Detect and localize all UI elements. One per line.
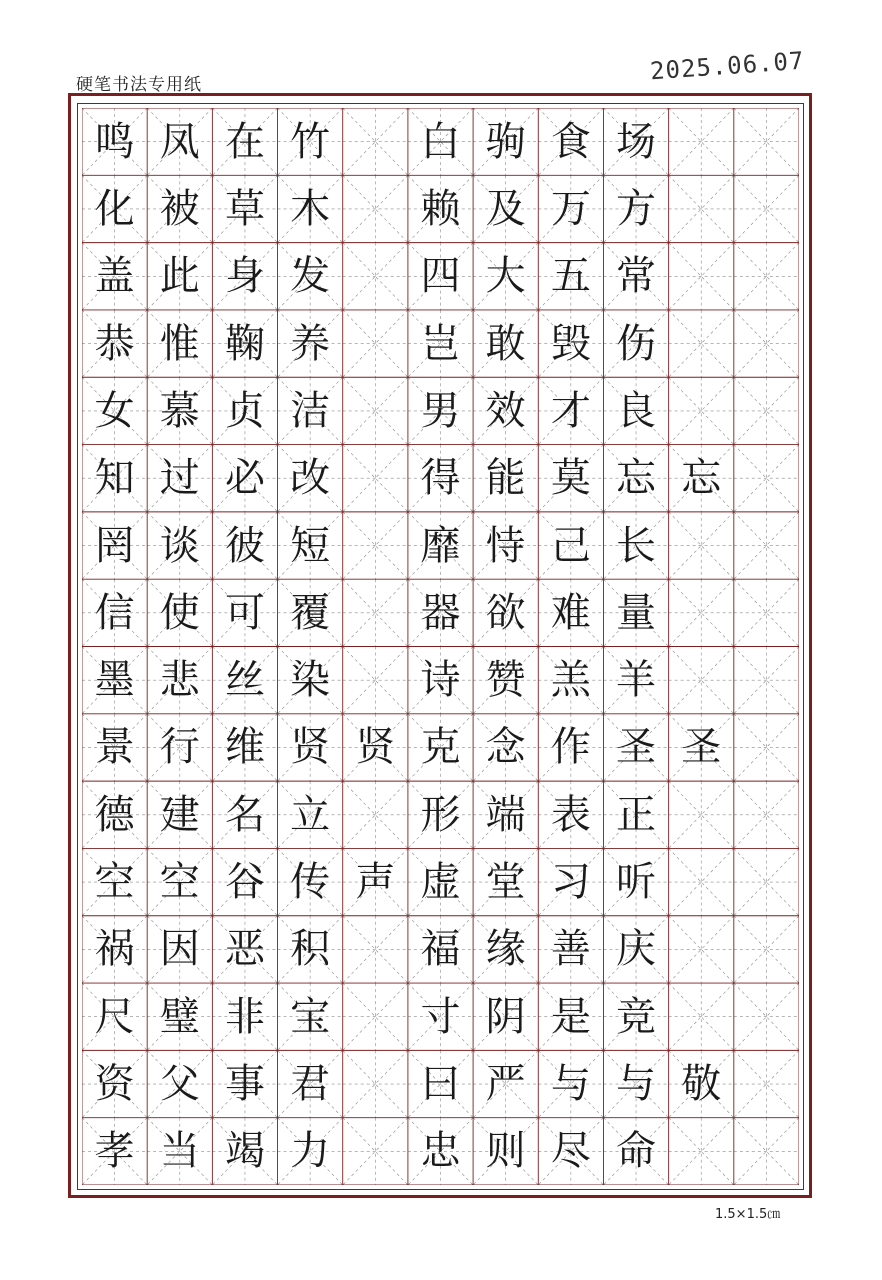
handwritten-character: 正 [616,791,657,838]
handwritten-character: 驹 [485,118,526,165]
date-note: 2025.06.07 [649,46,806,86]
handwritten-character: 洁 [290,387,331,434]
handwritten-character: 方 [616,185,657,232]
handwritten-character: 是 [550,993,591,1040]
handwritten-character: 忘 [681,455,722,502]
handwritten-character: 木 [290,185,331,232]
handwritten-character: 立 [290,791,331,838]
handwritten-character: 贞 [224,387,265,434]
handwritten-character: 量 [616,589,657,636]
handwritten-character: 竭 [224,1128,265,1175]
handwritten-character: 宝 [290,993,331,1040]
handwritten-character: 当 [159,1128,200,1175]
handwritten-character: 丝 [224,657,265,704]
handwritten-character: 凤 [159,118,200,165]
handwritten-character: 草 [224,185,265,232]
handwritten-character: 万 [550,185,591,232]
handwritten-character: 得 [420,455,461,502]
handwritten-character: 空 [159,859,200,906]
handwritten-character: 覆 [290,589,331,636]
handwritten-character: 赖 [420,185,461,232]
handwritten-character: 赞 [485,657,526,704]
handwritten-character: 贤 [355,724,396,771]
handwritten-character: 欲 [485,589,526,636]
handwritten-character: 鸣 [94,118,135,165]
handwritten-character: 被 [159,185,200,232]
handwritten-character: 阴 [485,993,526,1040]
handwritten-character: 善 [550,926,591,973]
handwritten-character: 莫 [550,455,591,502]
handwritten-character: 染 [290,657,331,704]
handwritten-character: 景 [94,724,135,771]
handwritten-character: 难 [550,589,591,636]
handwritten-character: 良 [616,387,657,434]
handwritten-character: 命 [616,1128,657,1175]
handwritten-character: 谷 [224,859,265,906]
handwritten-character: 端 [485,791,526,838]
handwritten-character: 堂 [485,859,526,906]
handwritten-character: 白 [420,118,461,165]
handwritten-character: 听 [616,859,657,906]
handwritten-character: 表 [550,791,591,838]
handwritten-character: 曰 [420,1061,461,1108]
handwritten-character: 悲 [159,657,200,704]
sheet-title: 硬笔书法专用纸 [76,75,202,95]
handwritten-character: 鞠 [224,320,265,367]
handwritten-character: 非 [224,993,265,1040]
handwritten-character: 此 [159,253,200,300]
handwritten-character: 圣 [616,724,657,771]
handwritten-character: 毁 [550,320,591,367]
handwritten-character: 事 [224,1061,265,1108]
handwritten-character: 力 [290,1128,331,1175]
handwritten-character: 恃 [485,522,526,569]
handwritten-character: 庆 [616,926,657,973]
handwritten-character: 慕 [159,387,200,434]
handwritten-character: 传 [290,859,331,906]
handwritten-character: 大 [485,253,526,300]
handwritten-character: 与 [616,1061,657,1108]
handwritten-character: 发 [290,253,331,300]
handwritten-character: 忠 [420,1128,461,1175]
handwritten-character: 虚 [420,859,461,906]
handwritten-character: 己 [550,522,591,569]
handwritten-character: 作 [550,724,591,771]
handwritten-character: 信 [94,589,135,636]
cell-size-note: 1.5×1.5㎝ [715,1207,781,1222]
handwritten-character: 诗 [420,657,461,704]
handwritten-character: 养 [290,320,331,367]
handwritten-character: 羔 [550,657,591,704]
handwritten-character: 敢 [485,320,526,367]
handwritten-character: 化 [94,185,135,232]
handwritten-character: 伤 [616,320,657,367]
handwritten-character: 竞 [616,993,657,1040]
handwritten-character: 惟 [159,320,200,367]
handwritten-character: 君 [290,1061,331,1108]
handwritten-character: 竹 [290,118,331,165]
handwritten-character: 福 [420,926,461,973]
handwritten-character: 羊 [616,657,657,704]
handwritten-character: 过 [159,455,200,502]
handwritten-character: 身 [224,253,265,300]
handwritten-character: 空 [94,859,135,906]
handwritten-character: 形 [420,791,461,838]
handwritten-character: 寸 [420,993,461,1040]
handwritten-character: 名 [224,791,265,838]
handwritten-character: 尺 [94,993,135,1040]
handwritten-character: 知 [94,455,135,502]
handwritten-character: 维 [224,724,265,771]
handwritten-character: 恭 [94,320,135,367]
handwritten-character: 墨 [94,657,135,704]
handwritten-character: 忘 [616,455,657,502]
handwritten-character: 岂 [420,320,461,367]
handwritten-character: 资 [94,1061,135,1108]
handwritten-character: 男 [420,387,461,434]
handwritten-character: 短 [290,522,331,569]
handwritten-character: 祸 [94,926,135,973]
handwritten-character: 父 [159,1061,200,1108]
handwritten-character: 能 [485,455,526,502]
handwritten-character: 与 [550,1061,591,1108]
handwritten-character: 场 [616,118,657,165]
handwritten-character: 谈 [159,522,200,569]
handwritten-character: 圣 [681,724,722,771]
handwritten-character: 习 [550,859,591,906]
handwritten-character: 念 [485,724,526,771]
handwritten-character: 在 [224,118,265,165]
handwritten-character: 长 [616,522,657,569]
handwritten-character: 克 [420,724,461,771]
handwritten-character: 必 [224,455,265,502]
handwritten-character: 积 [290,926,331,973]
handwritten-character: 彼 [224,522,265,569]
handwritten-character: 使 [159,589,200,636]
handwritten-character: 及 [485,185,526,232]
handwritten-character: 缘 [485,926,526,973]
handwritten-character: 建 [159,791,200,838]
handwritten-character: 靡 [420,522,461,569]
handwriting-area [82,108,799,1185]
handwritten-character: 璧 [159,993,200,1040]
handwritten-character: 才 [550,387,591,434]
handwritten-character: 器 [420,589,461,636]
handwritten-character: 可 [224,589,265,636]
handwritten-character: 行 [159,724,200,771]
handwritten-character: 改 [290,455,331,502]
handwritten-character: 食 [550,118,591,165]
handwritten-character: 恶 [224,926,265,973]
handwritten-character: 德 [94,791,135,838]
handwritten-character: 效 [485,387,526,434]
handwritten-character: 常 [616,253,657,300]
handwritten-character: 则 [485,1128,526,1175]
handwritten-character: 五 [550,253,591,300]
handwritten-character: 敬 [681,1061,722,1108]
handwritten-character: 盖 [94,253,135,300]
handwritten-character: 孝 [94,1128,135,1175]
handwritten-character: 尽 [550,1128,591,1175]
handwritten-character: 声 [355,859,396,906]
handwritten-character: 贤 [290,724,331,771]
handwritten-character: 严 [485,1061,526,1108]
handwritten-character: 因 [159,926,200,973]
handwritten-character: 罔 [94,522,135,569]
handwritten-character: 四 [420,253,461,300]
handwritten-character: 女 [94,387,135,434]
